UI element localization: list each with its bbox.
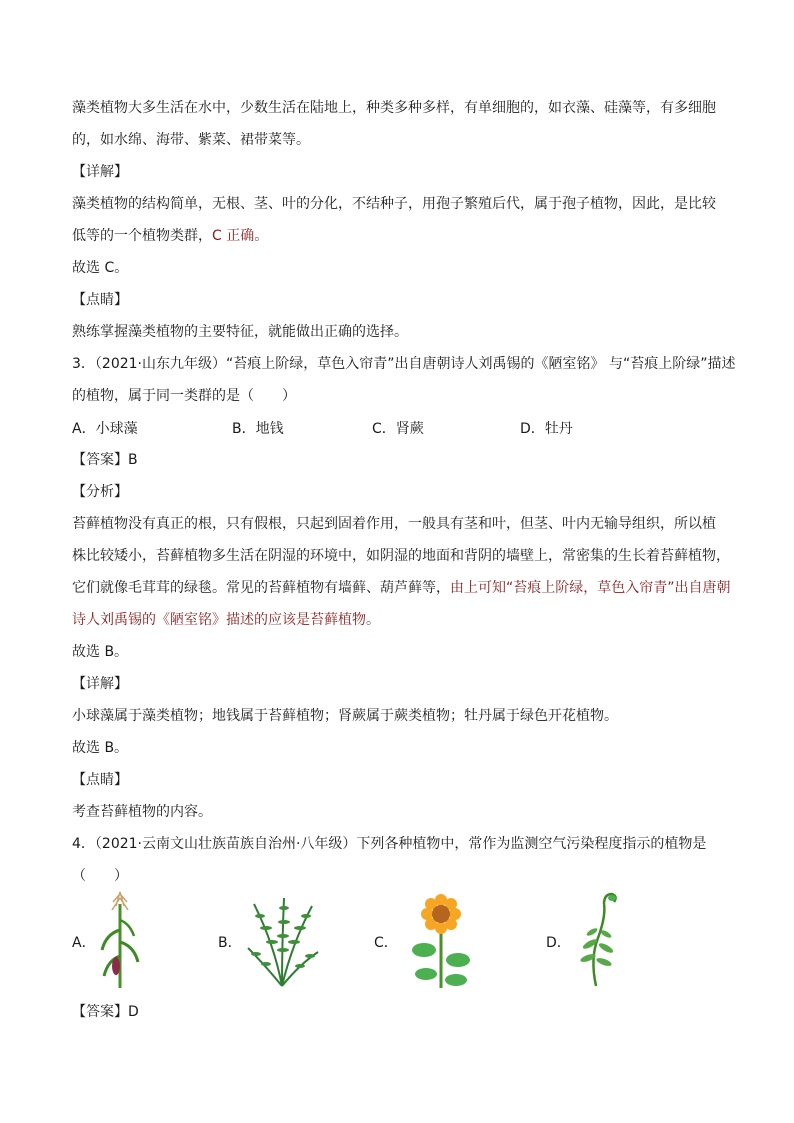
q4-option-b-label: B． <box>218 935 242 951</box>
q2-detail-line-1: 藻类植物的结构简单，无根、茎、叶的分化，不结种子，用孢子繁殖后代，属于孢子植物，因此，是比较 <box>72 196 716 212</box>
q3-analysis-header: 【分析】 <box>72 484 128 500</box>
q4-answer-header: 【答案】 <box>72 1004 128 1020</box>
moss-sprout-plant-icon <box>578 888 618 988</box>
q3-option-d: D．牡丹 <box>520 421 573 437</box>
q2-comment: 熟练掌握藻类植物的主要特征，就能做出正确的选择。 <box>72 324 408 340</box>
q3-option-c: C．肾蕨 <box>372 421 424 437</box>
q3-analysis-line-3 <box>72 578 731 598</box>
q3-analysis-line-3b: 由上可知“苔痕上阶绿，草色入帘青”出自唐朝 <box>450 580 731 596</box>
q4-stem-line-1: 4．（2021·云南文山壮族苗族自治州·八年级）下列各种植物中，常作为监测空气污染程度指示的植物是 <box>72 836 707 852</box>
fern-plant-icon <box>244 894 320 988</box>
q2-analysis-line-1: 藻类植物大多生活在水中，少数生活在陆地上，种类多种多样，有单细胞的，如衣藻、硅藻等，有多细胞 <box>72 100 716 116</box>
q2-analysis-line-2: 的，如水绵、海带、紫菜、裙带菜等。 <box>72 132 310 148</box>
q2-detail-line-2a: 低等的一个植物类群， <box>72 228 212 244</box>
q4-answer-value: D <box>128 1004 139 1020</box>
q3-options <box>72 418 728 438</box>
corn-plant-icon <box>100 890 140 990</box>
q3-answer-value: B <box>128 452 138 468</box>
q3-detail-header: 【详解】 <box>72 676 128 692</box>
q3-analysis-line-1: 苔藓植物没有真正的根，只有假根，只起到固着作用，一般具有茎和叶，但茎、叶内无输导组织，所以植 <box>72 516 716 532</box>
q4-option-c-label: C． <box>374 935 398 951</box>
q2-detail-header: 【详解】 <box>72 164 128 180</box>
q3-analysis-line-2: 株比较矮小，苔藓植物多生活在阴湿的环境中，如阴湿的地面和背阴的墙壁上，常密集的生长着苔藓植物， <box>72 548 730 564</box>
q4-stem-line-2: （ ） <box>72 868 128 884</box>
q4-option-d-label: D． <box>546 935 571 951</box>
q4-image-options <box>72 886 728 996</box>
q2-choose: 故选 C。 <box>72 260 129 276</box>
q2-detail-line-2 <box>72 226 268 246</box>
q3-option-a: A．小球藻 <box>72 421 138 437</box>
q4-answer <box>72 1002 139 1022</box>
sunflower-plant-icon <box>410 894 472 990</box>
q3-stem-line-2: 的植物，属于同一类群的是（ ） <box>72 388 296 404</box>
q3-analysis-line-3a: 它们就像毛茸茸的绿毯。常见的苔藓植物有墙藓、葫芦藓等， <box>72 580 450 596</box>
q3-detail: 小球藻属于藻类植物；地钱属于苔藓植物；肾蕨属于蕨类植物；牡丹属于绿色开花植物。 <box>72 708 618 724</box>
q2-comment-header: 【点睛】 <box>72 292 128 308</box>
q3-answer-header: 【答案】 <box>72 452 128 468</box>
q3-comment: 考查苔藓植物的内容。 <box>72 804 212 820</box>
q2-detail-line-2b: C 正确。 <box>212 228 269 244</box>
q4-option-a-label: A． <box>72 935 96 951</box>
q3-analysis-line-4: 诗人刘禹锡的《陋室铭》描述的应该是苔藓植物。 <box>72 612 380 628</box>
q3-choose-2: 故选 B。 <box>72 740 129 756</box>
q3-stem-line-1: 3．（2021·山东九年级）“苔痕上阶绿，草色入帘青”出自唐朝诗人刘禹锡的《陋室铭》 与“苔痕上阶绿”描述 <box>72 356 736 372</box>
q3-option-b: B．地钱 <box>232 421 284 437</box>
q3-answer <box>72 450 138 470</box>
q3-choose-1: 故选 B。 <box>72 644 129 660</box>
q3-comment-header: 【点睛】 <box>72 772 128 788</box>
